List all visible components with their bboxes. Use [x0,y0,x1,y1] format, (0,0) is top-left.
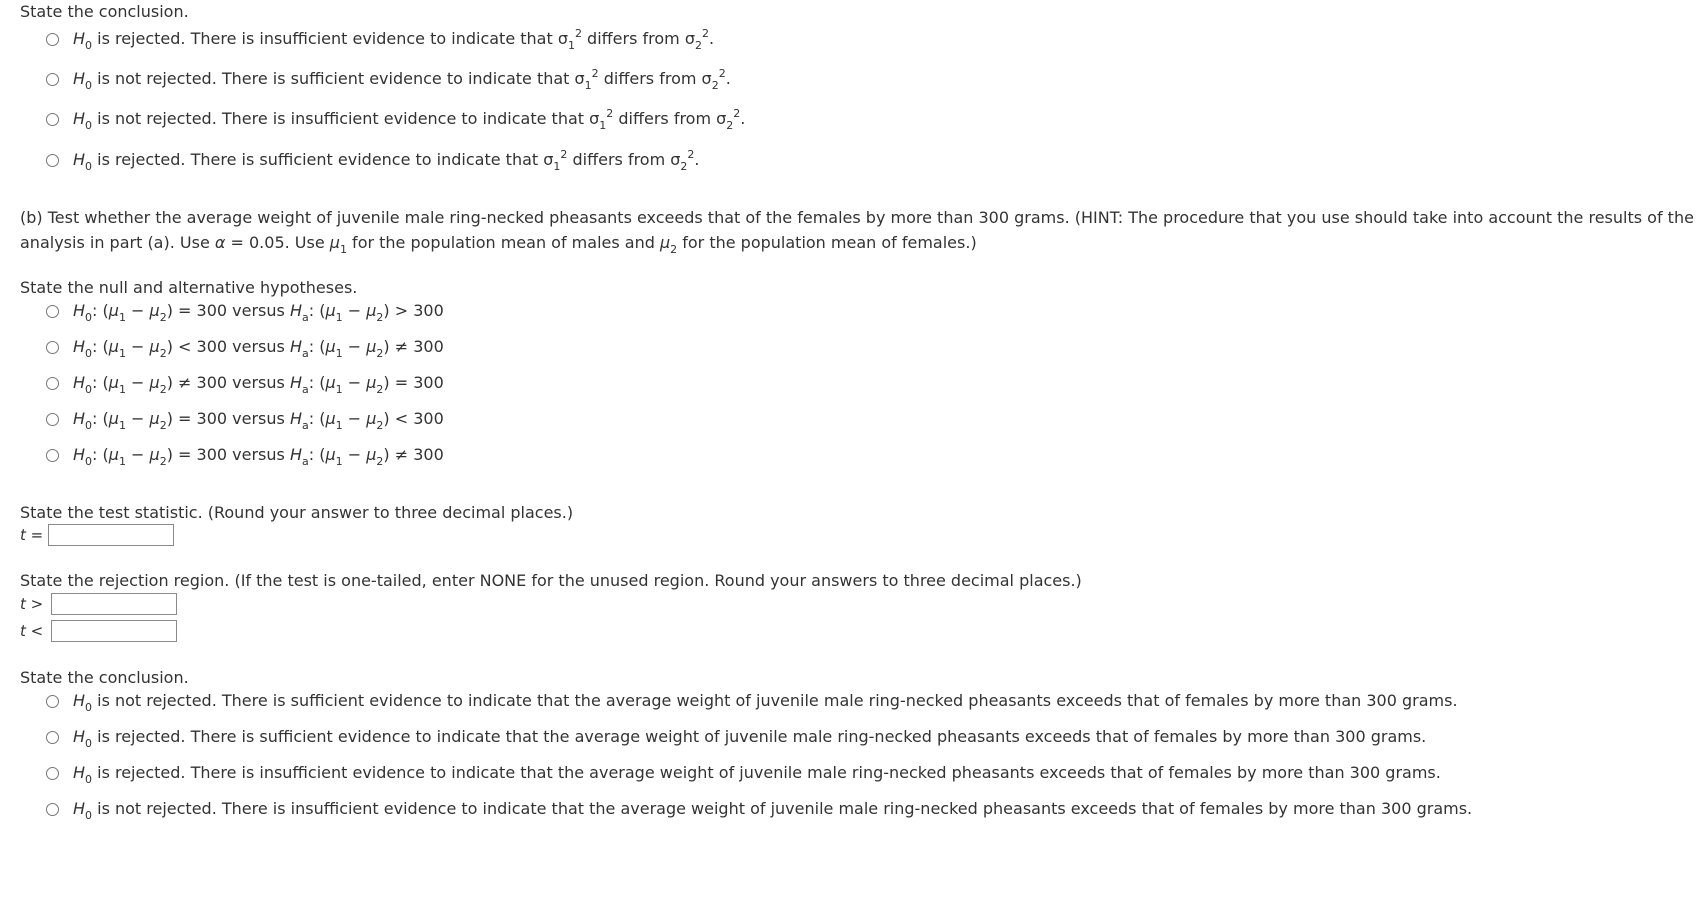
hypothesis-5-label: $H_0$: $(\mu_1 - \mu_2) = 300$ versus $H_a$: $(\mu_1 - \mu_2) \ne 300$ [73,445,444,468]
conclusion-3-label: $H_0$ is rejected. There is insufficient evidence to indicate that the average weight of juvenile male ring-necked pheasants exceeds that of females by more than 300 grams. [73,763,1441,786]
part-a-conclusion-label: State the conclusion. [20,2,189,21]
part-a-option-3-label: $H_0$ is not rejected. There is insufficient evidence to indicate that $\sigma_1^2$ differs from $\sigma_2^2$. [73,107,746,132]
hypothesis-3-label: $H_0$: $(\mu_1 - \mu_2) \ne 300$ versus $H_a$: $(\mu_1 - \mu_2) = 300$ [73,373,444,396]
part-b-intro: (b) Test whether the average weight of juvenile male ring-necked pheasants exceeds that of the females by more than 300 grams. (HINT: The procedure that you use should take into account the results of the analysis in part (a). Use α = 0.05. Use $\mu_1$ for the population mean of males and $\mu_2$ for the population mean of females.) [20,208,1694,256]
part-a-option-4-label: $H_0$ is rejected. There is sufficient evidence to indicate that $\sigma_1^2$ differs from $\sigma_2^2$. [73,148,700,173]
t-greater-label: t > [20,595,44,613]
radio-hypothesis-2[interactable] [46,341,59,354]
test-statistic-input[interactable] [48,524,174,546]
radio-a-option-4[interactable] [46,154,59,167]
radio-hypothesis-4[interactable] [46,413,59,426]
conclusion-4-label: $H_0$ is not rejected. There is insufficient evidence to indicate that the average weight of juvenile male ring-necked pheasants exceeds that of females by more than 300 grams. [73,799,1473,822]
radio-hypothesis-3[interactable] [46,377,59,390]
radio-a-option-3[interactable] [46,113,59,126]
part-a-option-2-label: $H_0$ is not rejected. There is sufficient evidence to indicate that $\sigma_1^2$ differs from $\sigma_2^2$. [73,67,731,92]
radio-hypothesis-5[interactable] [46,449,59,462]
hypotheses-label: State the null and alternative hypotheses. [20,278,358,297]
hypothesis-1-label: $H_0$: $(\mu_1 - \mu_2) = 300$ versus $H_a$: $(\mu_1 - \mu_2) > 300$ [73,301,444,324]
t-equals-label: t = [20,526,44,544]
radio-conclusion-4[interactable] [46,803,59,816]
radio-a-option-2[interactable] [46,73,59,86]
t-less-label: t < [20,622,44,640]
part-b-conclusion-label: State the conclusion. [20,668,189,687]
hypothesis-4-label: $H_0$: $(\mu_1 - \mu_2) = 300$ versus $H_a$: $(\mu_1 - \mu_2) < 300$ [73,409,444,432]
radio-a-option-1[interactable] [46,33,59,46]
part-a-option-1-label: $H_0$ is rejected. There is insufficient evidence to indicate that $\sigma_1^2$ differs from $\sigma_2^2$. [73,27,715,52]
radio-conclusion-3[interactable] [46,767,59,780]
conclusion-2-label: $H_0$ is rejected. There is sufficient evidence to indicate that the average weight of juvenile male ring-necked pheasants exceeds that of females by more than 300 grams. [73,727,1427,750]
radio-conclusion-2[interactable] [46,731,59,744]
rejection-lower-input[interactable] [51,620,177,642]
radio-hypothesis-1[interactable] [46,305,59,318]
rejection-region-label: State the rejection region. (If the test is one-tailed, enter NONE for the unused region. Round your answers to three decimal places.) [20,571,1082,590]
radio-conclusion-1[interactable] [46,695,59,708]
test-statistic-label: State the test statistic. (Round your answer to three decimal places.) [20,503,574,522]
rejection-upper-input[interactable] [51,593,177,615]
hypothesis-2-label: $H_0$: $(\mu_1 - \mu_2) < 300$ versus $H_a$: $(\mu_1 - \mu_2) \ne 300$ [73,337,444,360]
conclusion-1-label: $H_0$ is not rejected. There is sufficient evidence to indicate that the average weight of juvenile male ring-necked pheasants exceeds that of females by more than 300 grams. [73,691,1458,714]
